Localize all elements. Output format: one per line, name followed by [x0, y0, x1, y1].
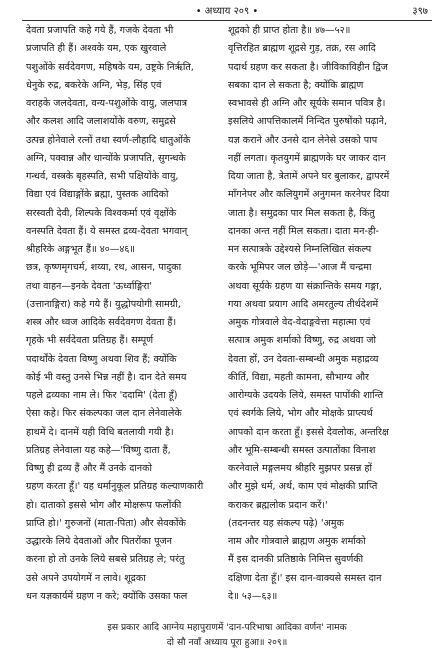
colophon-line: इस प्रकार आदि आग्नेय महापुराणमें 'दान-परिभाषा आदिका वर्णन' नामक	[107, 622, 347, 633]
body-text-line: उत्पन्न होनेवाले रत्नों तथा स्वर्ण-लौहादि धातुओंके	[26, 134, 191, 146]
body-text-line: करनेवाले मङ्गलमय श्रीहरि मुझपर प्रसन्न हों	[228, 463, 372, 474]
body-text-line: जाता है। समुद्रका पार मिल सकता है, किंतु	[228, 207, 375, 219]
body-text-line: कीर्ति, विद्या, महती कामना, सौभाग्य और	[228, 371, 369, 383]
body-text-line: गन्धर्व, वस्त्रके बृहस्पति, सभी पक्षियोंके वायु,	[26, 171, 179, 182]
body-text-line: दक्षिणा देता हूँ।' इस दान-वाक्यसे समस्त दान	[228, 572, 382, 584]
body-text-line: गया अथवा प्रयाग आदि अमरतुल्य तीर्थदेशमें	[228, 298, 379, 310]
body-text-line: उसे अपने उपयोगमें न लावे। शूद्रका	[26, 572, 146, 584]
body-text-line: सरस्वती देवी, शिल्पके विश्वकर्मा एवं वृक्षोंके	[26, 207, 177, 219]
page-header	[22, 4, 432, 20]
body-text-line: तथा वाहन—इनके देवता 'ऊर्ध्वाङ्गिरा'	[26, 280, 153, 292]
body-text-line: (उत्तानाङ्गिरा) कहे गये हैं। युद्धोपयोगी सामग्री,	[26, 298, 181, 310]
body-text-line: वनस्पति देवता हैं। ये समस्त द्रव्य-देवता भगवान्	[26, 225, 188, 237]
body-text-line: ऐसा कहे। फिर संकल्पका जल दान लेनेवालेके	[26, 408, 182, 420]
body-text-line: करना हो तो उनके लिये सबसे प्रतिग्रह ले; परंतु	[26, 554, 185, 566]
chapter-colophon	[22, 620, 432, 650]
header-rule	[22, 20, 432, 21]
body-text-line: देवता हों, उन देवता-सम्बन्धी अमुक महाद्रव्य	[228, 353, 379, 365]
body-text-line: पदार्थ ग्रहण कर सकता है। जीविकाविहीन द्विज	[228, 61, 388, 73]
body-text-line: सत्पात्र अमुक शर्माको विष्णु, रुद्र अथवा जो	[228, 335, 376, 347]
body-text-line: अग्नि, पक्वान्न और धान्योंके प्रजापति, सुगन्धके	[26, 152, 186, 164]
body-text-line: और कलश आदि जलाशयोंके वरुण, समुद्रसे	[26, 116, 176, 128]
body-text-line: दानका अन्त नहीं मिल सकता। दाता मन-ही-	[228, 225, 379, 237]
body-text-line: सबका दान ले सकता है; क्योंकि ब्राह्मण	[228, 79, 364, 91]
body-text-line: अमुक गोत्रवाले वेद-वेदाङ्गवेत्ता महात्मा एवं	[228, 317, 371, 328]
body-text-line: पहले द्रव्यका नाम ले। फिर 'ददामि' (देता हूँ)	[26, 390, 178, 401]
body-text-line: वराहके जलदेवता, वन्य-पशुओंके वायु, जलपात्र	[26, 98, 188, 109]
body-text-line: हाथमें दे। दानमें यही विधि बतलायी गयी है।	[26, 426, 174, 438]
body-text-line: पदार्थोंके देवता विष्णु अथवा शिव हैं; क्योंकि	[26, 353, 177, 365]
body-text-line: श्रीहरिके अङ्गभूत हैं॥ ४०—४६॥	[26, 244, 136, 255]
page-number: ३९७	[412, 6, 428, 17]
body-text-line: देवता प्रजापति कहे गये हैं, गजके देवता भी	[26, 25, 174, 36]
body-text-line: स्वभावसे ही अग्नि और सूर्यके समान पवित्र है।	[228, 98, 386, 109]
body-text-line: शूद्रको ही प्राप्त होता है॥ ४७—५२॥	[228, 25, 351, 36]
body-text-line: प्रजापति ही हैं। अश्वके यम, एक खुरवाले	[26, 43, 167, 55]
chapter-title: • अध्याय २०९ •	[195, 6, 259, 17]
body-text-line: और मुझे धर्म, अर्थ, काम एवं मोक्षकी प्राप्ति	[228, 481, 378, 493]
body-text-line: यज्ञ कराने और उनसे दान लेनेसे उसको पाप	[228, 134, 378, 146]
body-text-line: विद्या एवं विद्याङ्गोंके ब्रह्मा, पुस्तक आदिको	[26, 189, 169, 201]
body-text-line: धन यज्ञकार्यमें ग्रहण न करे; क्योंकि उसका फल	[26, 590, 188, 602]
body-text-line: गृहके भी सर्वदेवता प्रतिग्रह हैं। सम्पूर्ण	[26, 335, 154, 347]
body-text-line: प्रतिग्रह लेनेवाला यह कहे—'विष्णु दाता हैं,	[26, 444, 171, 456]
body-text-line: दे॥ ५३—६३॥	[228, 590, 278, 602]
left-text-column	[26, 22, 226, 618]
body-text-line: अथवा सूर्यके ग्रहण या संक्रान्तिके समय गङ्गा,	[228, 280, 382, 292]
body-text-line: पशुओंके सर्वदेवगण, महिषके यम, उष्ट्रके निर्ऋति,	[26, 61, 194, 73]
body-text-line: (तदनन्तर यह संकल्प पढ़े) 'अमुक	[228, 517, 344, 529]
body-text-line: नहीं लगता। कृतयुगमें ब्राह्मणके घर जाकर दान	[228, 152, 386, 164]
body-text-line: हो। दाताको इससे भोग और मोक्षरूप फलोंकी	[26, 499, 182, 511]
body-text-line: आपको दान करता हूँ। इससे देवलोक, अन्तरिक्ष	[228, 426, 389, 438]
body-text-line: मैं इस दानकी प्रतिष्ठाके निमित्त सुवर्णकी	[228, 554, 364, 566]
body-text-line: माँगनेपर और कलियुगमें अनुगमन करनेपर दिया	[228, 189, 390, 201]
body-text-line: वृत्तिरहित ब्राह्मण शूद्रसे गुड़, तक्र, रस आदि	[228, 43, 376, 55]
body-text-line: ग्रहण करता हूँ।' यह धर्मानुकूल प्रतिग्रह कल्याणकारी	[26, 481, 204, 493]
body-text-line: इसलिये आपत्तिकालमें निन्दित पुरुषोंको पढ़ाने,	[228, 116, 388, 128]
body-text-line: प्राप्ति हो।' गुरुजनों (माता-पिता) और सेवकोंके	[26, 517, 186, 529]
body-text-line: कोई भी वस्तु उनसे भिन्न नहीं है। दान देते समय	[26, 371, 187, 383]
body-text-line: शस्त्र और ध्वज आदिके सर्वदेवगण देवता हैं।	[26, 317, 177, 328]
body-text-line: नाम और गोत्रवाले ब्राह्मण अमुक शर्माको	[228, 536, 366, 547]
body-text-line: एवं स्वर्गके लिये, भोग और मोक्षके प्राप्त्यर्थ	[228, 408, 373, 420]
body-text-line: दिया जाता है, त्रेतामें अपने घर बुलाकर, द्वापरमें	[228, 171, 390, 182]
body-text-line: और भूमि-सम्बन्धी समस्त उत्पातोंका विनाश	[228, 444, 376, 456]
body-text-line: मन सत्पात्रके उद्देश्यसे निम्नलिखित संकल्प	[228, 244, 372, 255]
body-text-line: करके भूमिपर जल छोड़े—'आज मैं चन्द्रमा	[228, 262, 372, 274]
body-text-line: छत्र, कृष्णमृगचर्म, शय्या, रथ, आसन, पादुका	[26, 262, 182, 274]
colophon-line: दो सौ नवाँ अध्याय पूरा हुआ॥ २०९॥	[166, 637, 288, 648]
body-text-line: विष्णु ही द्रव्य हैं और मैं उनके दानको	[26, 463, 152, 474]
body-text-line: आरोग्यके उदयके लिये, समस्त पापोंकी शान्ति	[228, 390, 384, 401]
right-text-column	[228, 22, 428, 618]
body-text-line: उद्धारके लिये देवताओं और पितरोंका पूजन	[26, 536, 172, 547]
body-text-line: कराकर ब्रह्मलोक प्रदान करें।'	[228, 499, 328, 511]
body-text-line: धेनुके रुद्र, बकरेके अग्नि, भेड़, सिंह एवं	[26, 79, 162, 91]
